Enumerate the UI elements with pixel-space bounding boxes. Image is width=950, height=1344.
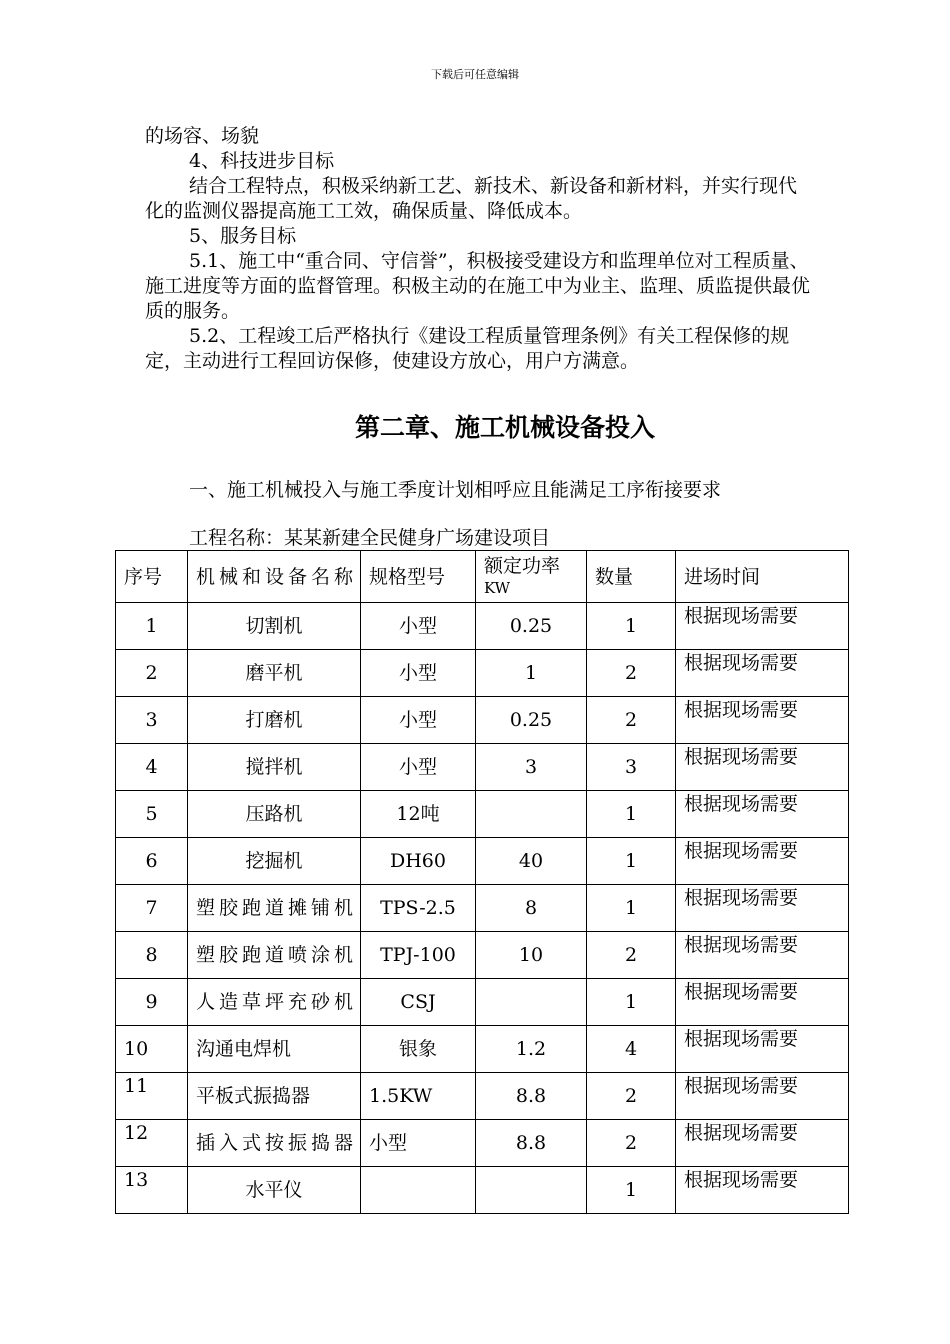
cell-spec: DH60 [361, 838, 476, 885]
cell-seq: 8 [116, 932, 188, 979]
cell-entry: 根据现场需要 [676, 1167, 849, 1214]
cell-name: 塑胶跑道喷涂机 [188, 932, 361, 979]
table-row [116, 791, 849, 838]
cell-name: 挖掘机 [188, 838, 361, 885]
cell-qty: 1 [587, 885, 676, 932]
cell-qty: 3 [587, 744, 676, 791]
table-row [116, 603, 849, 650]
table-row [116, 1073, 849, 1120]
cell-seq: 1 [116, 603, 188, 650]
cell-name: 磨平机 [188, 650, 361, 697]
cell-power: 3 [476, 744, 587, 791]
cell-name: 搅拌机 [188, 744, 361, 791]
cell-entry: 根据现场需要 [676, 697, 849, 744]
table-row [116, 650, 849, 697]
cell-spec: 1.5KW [361, 1073, 476, 1120]
cell-power: 0.25 [476, 697, 587, 744]
cell-entry: 根据现场需要 [676, 650, 849, 697]
cell-entry: 根据现场需要 [676, 932, 849, 979]
cell-spec: 小型 [361, 697, 476, 744]
cell-power: 10 [476, 932, 587, 979]
table-row [116, 1167, 849, 1214]
cell-spec: 小型 [361, 1120, 476, 1167]
cell-name: 切割机 [188, 603, 361, 650]
header-power-line1: 额定功率 [484, 554, 561, 577]
table-row [116, 697, 849, 744]
cell-power: 40 [476, 838, 587, 885]
cell-seq: 9 [116, 979, 188, 1026]
cell-entry: 根据现场需要 [676, 1026, 849, 1073]
cell-name: 插入式按振捣器 [188, 1120, 361, 1167]
cell-spec: 小型 [361, 650, 476, 697]
cell-qty: 2 [587, 932, 676, 979]
cell-name: 人造草坪充砂机 [188, 979, 361, 1026]
cell-power: 1 [476, 650, 587, 697]
paragraph-1: 的场容、场貌 [145, 125, 260, 147]
header-power [476, 551, 587, 603]
cell-entry: 根据现场需要 [676, 603, 849, 650]
cell-power [476, 791, 587, 838]
page-header: 下载后可任意编辑 [431, 68, 519, 81]
cell-seq: 12 [116, 1120, 188, 1167]
cell-seq: 3 [116, 697, 188, 744]
cell-name: 水平仪 [188, 1167, 361, 1214]
cell-seq: 13 [116, 1167, 188, 1214]
cell-power: 8 [476, 885, 587, 932]
section-heading: 一、施工机械投入与施工季度计划相呼应且能满足工序衔接要求 [189, 479, 722, 501]
cell-name: 沟通电焊机 [188, 1026, 361, 1073]
equipment-table [115, 550, 849, 1214]
cell-qty: 1 [587, 1167, 676, 1214]
table-header-row [116, 551, 849, 603]
paragraph-4: 5、服务目标 [189, 225, 297, 247]
table-row [116, 1120, 849, 1167]
cell-power: 1.2 [476, 1026, 587, 1073]
header-seq: 序号 [116, 551, 188, 603]
chapter-title: 第二章、施工机械设备投入 [354, 413, 655, 442]
cell-power [476, 1167, 587, 1214]
cell-seq: 2 [116, 650, 188, 697]
cell-seq: 5 [116, 791, 188, 838]
cell-spec [361, 1167, 476, 1214]
table-row [116, 885, 849, 932]
cell-spec: 银象 [361, 1026, 476, 1073]
cell-qty: 2 [587, 650, 676, 697]
cell-spec: TPS-2.5 [361, 885, 476, 932]
table-row [116, 1026, 849, 1073]
cell-name: 打磨机 [188, 697, 361, 744]
table-row [116, 838, 849, 885]
header-spec: 规格型号 [361, 551, 476, 603]
cell-entry: 根据现场需要 [676, 744, 849, 791]
cell-qty: 1 [587, 603, 676, 650]
cell-entry: 根据现场需要 [676, 791, 849, 838]
cell-qty: 2 [587, 697, 676, 744]
cell-power: 8.8 [476, 1073, 587, 1120]
cell-entry: 根据现场需要 [676, 1120, 849, 1167]
paragraph-2: 4、科技进步目标 [189, 150, 335, 172]
cell-seq: 4 [116, 744, 188, 791]
cell-qty: 2 [587, 1073, 676, 1120]
cell-spec: TPJ-100 [361, 932, 476, 979]
cell-spec: CSJ [361, 979, 476, 1026]
cell-qty: 2 [587, 1120, 676, 1167]
table-row [116, 744, 849, 791]
cell-power [476, 979, 587, 1026]
cell-name: 平板式振捣器 [188, 1073, 361, 1120]
cell-seq: 6 [116, 838, 188, 885]
paragraph-6: 5.2、工程竣工后严格执行《建设工程质量管理条例》有关工程保修的规定，主动进行工程回访保修，使建设方放心，用户方满意。 [145, 325, 790, 372]
cell-entry: 根据现场需要 [676, 885, 849, 932]
header-qty: 数量 [587, 551, 676, 603]
cell-power: 0.25 [476, 603, 587, 650]
cell-spec: 12吨 [361, 791, 476, 838]
cell-entry: 根据现场需要 [676, 1073, 849, 1120]
header-power-unit: KW [484, 578, 511, 597]
paragraph-5: 5.1、施工中“重合同、守信誉”，积极接受建设方和监理单位对工程质量、施工进度等方面的监督管理。积极主动的在施工中为业主、监理、质监提供最优质的服务。 [145, 250, 811, 322]
cell-entry: 根据现场需要 [676, 838, 849, 885]
project-name: 工程名称：某某新建全民健身广场建设项目 [189, 527, 551, 549]
cell-seq: 10 [116, 1026, 188, 1073]
cell-power: 8.8 [476, 1120, 587, 1167]
cell-name: 塑胶跑道摊铺机 [188, 885, 361, 932]
cell-seq: 7 [116, 885, 188, 932]
cell-name: 压路机 [188, 791, 361, 838]
table-row [116, 979, 849, 1026]
cell-qty: 1 [587, 838, 676, 885]
cell-spec: 小型 [361, 744, 476, 791]
table-row [116, 932, 849, 979]
cell-qty: 4 [587, 1026, 676, 1073]
cell-seq: 11 [116, 1073, 188, 1120]
header-entry: 进场时间 [676, 551, 849, 603]
cell-spec: 小型 [361, 603, 476, 650]
cell-qty: 1 [587, 791, 676, 838]
cell-entry: 根据现场需要 [676, 979, 849, 1026]
cell-qty: 1 [587, 979, 676, 1026]
header-name: 机械和设备名称 [188, 551, 361, 603]
paragraph-3: 结合工程特点，积极采纳新工艺、新技术、新设备和新材料，并实行现代化的监测仪器提高施工工效，确保质量、降低成本。 [145, 175, 798, 222]
